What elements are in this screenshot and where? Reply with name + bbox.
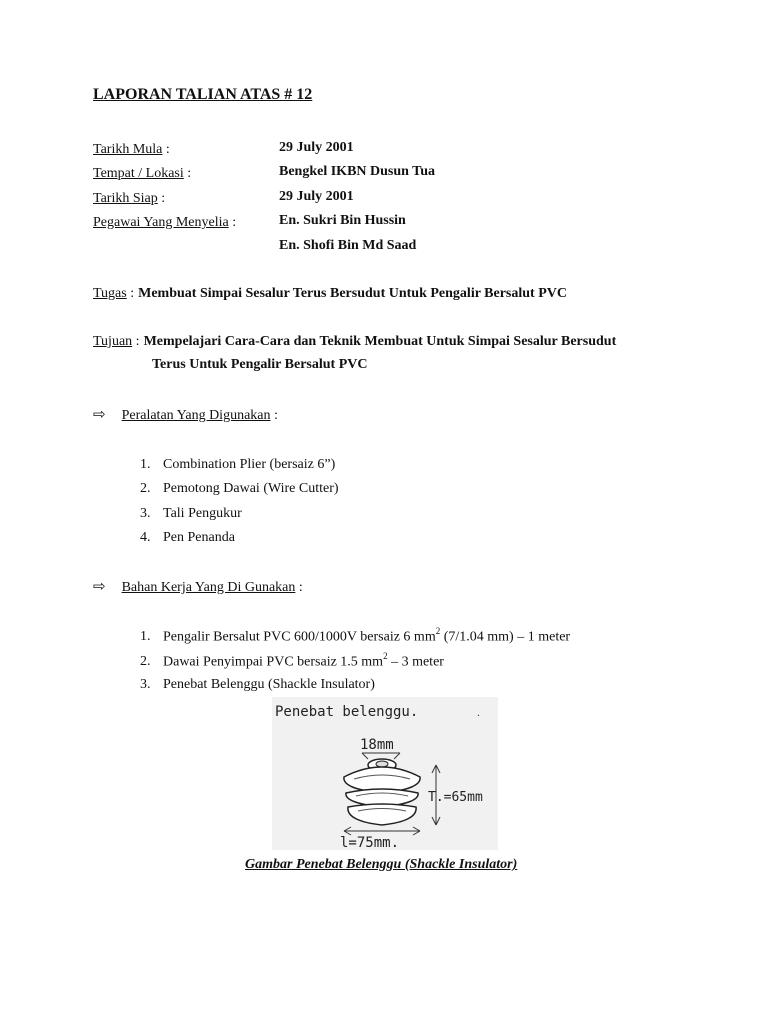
dim-width-label: l=75mm. xyxy=(340,835,400,850)
figure-heading: Penebat belenggu. xyxy=(275,704,419,720)
tempat-label: Tempat / Lokasi : xyxy=(93,166,192,181)
dim-height-label: T.=65mm xyxy=(428,790,483,805)
tugas-label: Tugas xyxy=(93,286,127,301)
bahan-heading: ⇨ Bahan Kerja Yang Di Gunakan : xyxy=(93,579,303,595)
pegawai-value-1: En. Sukri Bin Hussin xyxy=(279,213,406,228)
arrow-right-icon: ⇨ xyxy=(93,407,106,423)
svg-text:.: . xyxy=(477,705,480,719)
arrow-right-icon: ⇨ xyxy=(93,579,106,595)
list-item: 2. Pemotong Dawai (Wire Cutter) xyxy=(140,481,339,496)
tarikh-siap-label: Tarikh Siap : xyxy=(93,191,166,206)
tempat-value: Bengkel IKBN Dusun Tua xyxy=(279,164,436,179)
tarikh-mula-value: 29 July 2001 xyxy=(279,140,354,155)
tujuan-label: Tujuan xyxy=(93,334,133,349)
tujuan-text-2: Terus Untuk Pengalir Bersalut PVC xyxy=(152,357,368,372)
list-item: 1. Pengalir Bersalut PVC 600/1000V bersaiz 6 $mm^2$ (7/1.04 mm) – 1 meter xyxy=(140,626,571,645)
list-item: 3. Tali Pengukur xyxy=(140,506,242,521)
peralatan-heading: ⇨ Peralatan Yang Digunakan : xyxy=(93,407,278,423)
shackle-insulator-figure xyxy=(272,697,498,850)
list-item: 2. Dawai Penyimpai PVC bersaiz 1.5 $mm^2 - 3$ meter xyxy=(140,651,444,670)
tarikh-mula-label: Tarikh Mula : xyxy=(93,142,170,157)
figure-caption: Gambar Penebat Belenggu (Shackle Insulator) xyxy=(245,857,518,872)
list-item: 1. Combination Plier (bersaiz 6”) xyxy=(140,457,336,472)
tugas-line: Tugas : Membuat Simpai Sesalur Terus Bersudut Untuk Pengalir Bersalut PVC xyxy=(93,286,567,301)
tarikh-siap-value: 29 July 2001 xyxy=(279,189,354,204)
list-item: 3. Penebat Belenggu (Shackle Insulator) xyxy=(140,677,375,692)
dim-top-label: 18mm xyxy=(360,737,394,753)
pegawai-value-2: En. Shofi Bin Md Saad xyxy=(279,238,417,253)
list-item: 4. Pen Penanda xyxy=(140,530,235,545)
tugas-text: Membuat Simpai Sesalur Terus Bersudut Untuk Pengalir Bersalut PVC xyxy=(138,286,567,301)
shackle-insulator-drawing xyxy=(272,697,498,850)
page-title: LAPORAN TALIAN ATAS # 12 xyxy=(93,86,313,103)
tujuan-text-1: Mempelajari Cara-Cara dan Teknik Membuat Untuk Simpai Sesalur Bersudut xyxy=(143,334,617,349)
tujuan-line: Tujuan : Mempelajari Cara-Cara dan Teknik Membuat Untuk Simpai Sesalur Bersudut xyxy=(93,334,617,349)
pegawai-label: Pegawai Yang Menyelia : xyxy=(93,215,237,230)
